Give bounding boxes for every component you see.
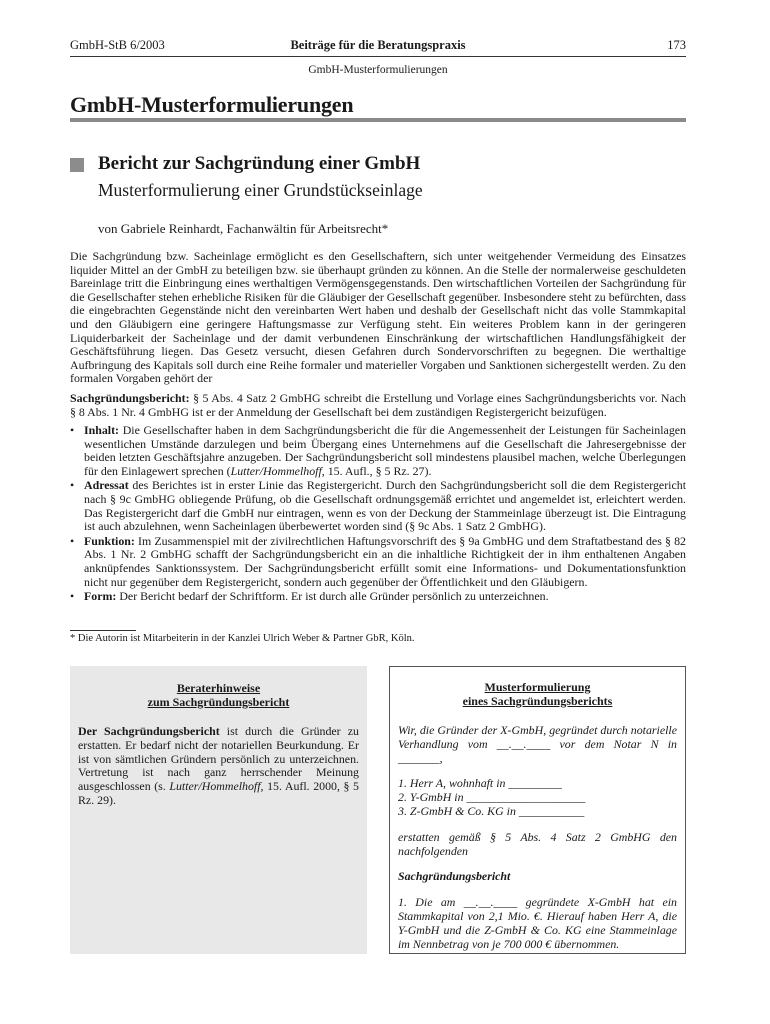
advisor-notes-title-line2: zum Sachgründungsbericht: [147, 694, 290, 709]
journal-section: Beiträge für die Beratungspraxis: [290, 38, 466, 52]
journal-issue: GmbH-StB 6/2003: [70, 38, 165, 52]
template-statement: erstatten gemäß § 5 Abs. 4 Satz 2 GmbHG den nachfolgenden: [398, 829, 677, 858]
list-item: [70, 590, 686, 604]
advisor-notes-title: [78, 682, 359, 709]
template-intro: Wir, die Gründer der X-GmbH, gegründet durch notarielle Verhandlung vom __.__.____ vor dem Notar N in _______,: [398, 723, 677, 765]
footnote-rule: [70, 630, 136, 631]
article-subtitle: Musterformulierung einer Grundstückseinlage: [98, 180, 423, 200]
intro-paragraph: [70, 250, 686, 386]
sach-label: Sachgründungsbericht:: [70, 391, 190, 405]
square-bullet-icon: [70, 158, 84, 172]
advisor-notes-lead: Der Sachgründungsbericht: [78, 724, 220, 738]
bullet-citation: Lutter/Hommelhoff: [230, 463, 322, 478]
article-title: Bericht zur Sachgründung einer GmbH: [98, 153, 421, 174]
template-box: [389, 666, 686, 954]
bullet-text-end: , 15. Aufl., § 5 Rz. 27).: [321, 463, 432, 478]
page-number: 173: [667, 38, 686, 52]
header-rule: [70, 56, 686, 57]
intro-text: Die Sachgründung bzw. Sacheinlage ermöglicht es den Gesellschaftern, sich unter weitgehender Vermeidung des Einsatzes liquider Mittel an der GmbH zu beteiligen bzw. sie überhaupt gründen zu können. An die Stelle der normalerweise geschuldeten Bareinlage tritt die Einbringung eines werthaltigen Vermögensgegenstands. Den wirtschaftlichen Vorteilen der Sachgründung für die Gesellschafter stehen erhebliche Risiken für die Gläubiger der Gesellschaft gegenüber. Insbesondere steht zu befürchten, dass die eingebrachten Gegenstände nicht den vereinbarten Wert haben und deshalb der Gesellschaft nicht das volle Stammkapital und den Gläubigern eine geringere Haftungsmasse zur Verfügung steht. Ein weiteres Problem kann in der geringeren Liquiderbarkeit der Sacheinlage und der damit verbundenen Einschränkung der wirtschaftlichen Handlungsfähigkeit der Geschäftsführung liegen. Das Gesetz versucht, diesen Gefahren durch Sondervorschriften zu begegnen. Die werthaltige Aufbringung des Kapitals soll durch eine Reihe formaler und materieller Vorgaben und Sanktionen sichergestellt werden. Zu den formalen Vorgaben gehört der: [70, 249, 686, 386]
section-rule: [70, 118, 686, 122]
list-item: 1. Herr A, wohnhaft in _________: [398, 776, 562, 791]
template-text: [398, 724, 677, 951]
template-title: [398, 681, 677, 708]
advisor-notes-body: ist durch die Gründer zu erstatten. Er bedarf nicht der notariellen Beurkundung. Er ist von sämtlichen Gründern persönlich zu unterzeichnen. Vertretung ist nach ganz herrschender Meinung ausgeschlossen (s.: [78, 724, 359, 794]
template-heading: Sachgründungsbericht: [398, 869, 511, 884]
list-item: 2. Y-GmbH in ____________________: [398, 790, 586, 805]
bullet-text: Im Zusammenspiel mit der zivilrechtlichen Haftungsvorschrift des § 9a GmbHG und dem Straftatbestand des § 82 Abs. 1 Nr. 2 GmbHG schafft der Sachgründungsbericht ein an die inhaltliche Richtigkeit der in ihm enthaltenen Angaben anknüpfendes Sanktionssystem. Der Sachgründungsbericht erfüllt somit eine Informations- und Dokumentationsfunktion nicht nur gegenüber dem Registergericht, sondern auch gegenüber der Öffentlichkeit und den Gläubigern.: [84, 533, 686, 589]
footnote: * Die Autorin ist Mitarbeiterin in der Kanzlei Ulrich Weber & Partner GbR, Köln.: [70, 633, 415, 644]
template-title-line1: Musterformulierung: [484, 680, 591, 694]
bullet-list: [70, 424, 686, 605]
template-title-line2: eines Sachgründungsberichts: [462, 693, 613, 708]
bullet-text: Die Gesellschafter haben in dem Sachgründungsbericht die für die Angemessenheit der Leistungen für Sacheinlagen wesentlichen Umstände darzulegen und beim Übergang eines Unternehmens auf die Gesellschaft die Jahresergebnisse der beiden letzten Geschäftsjahre anzugeben. Der Sachgründungsbericht soll mindestens plausibel machen, welche Überlegungen für den Einlagewert sprechen (: [84, 423, 686, 478]
page-header: [70, 38, 686, 52]
founders-list: [398, 777, 677, 818]
bullet-label: Inhalt:: [84, 423, 120, 437]
advisor-notes-box: [70, 666, 367, 954]
bullet-dot-icon: •: [70, 478, 75, 493]
list-item: [70, 535, 686, 589]
bullet-label: Funktion:: [84, 533, 135, 548]
list-item: [70, 479, 686, 533]
article-byline: von Gabriele Reinhardt, Fachanwältin für Arbeitsrecht*: [98, 221, 389, 236]
sachgruendungsbericht-paragraph: [70, 392, 686, 419]
list-item: [70, 424, 686, 478]
advisor-notes-text: [78, 725, 359, 808]
advisor-notes-citation: Lutter/Hommelhoff: [169, 779, 261, 794]
section-title: GmbH-Musterformulierungen: [70, 92, 354, 117]
bullet-text: Der Bericht bedarf der Schriftform. Er ist durch alle Gründer persönlich zu unterzeichnen.: [116, 589, 549, 604]
advisor-notes-body-end: , 15. Aufl. 2000, § 5 Rz. 29).: [78, 779, 359, 807]
bullet-text: des Berichtes ist in erster Linie das Registergericht. Durch den Sachgründungsbericht soll die dem Registergericht nach § 9c GmbHG obliegende Prüfung, ob die Gesellschaft ordnungsgemäß errichtet und angemeldet ist, erleichtert werden. Das Registergericht darf die GmbH nur eintragen, wenn es von der Deckung der Stammeinlage überzeugt ist. Die Eintragung ist auch abzulehnen, wenn Sacheinlagen überbewertet worden sind (§ 9c Abs. 1 Satz 2 GmbHG).: [84, 478, 686, 534]
template-clause-1: 1. Die am __.__.____ gegründete X-GmbH hat ein Stammkapital von 2,1 Mio. €. Hierauf haben Herr A, die Y-GmbH und die Z-GmbH & Co. KG eine Stammeinlage im Nennbetrag von je 700 000 € übernommen.: [398, 895, 677, 951]
sach-text: § 5 Abs. 4 Satz 2 GmbHG schreibt die Erstellung und Vorlage eines Sachgründungsberichts vor. Nach § 8 Abs. 1 Nr. 4 GmbHG ist er der Anmeldung der Gesellschaft bei dem zuständigen Registergericht beizufügen.: [70, 391, 686, 419]
bullet-dot-icon: •: [70, 423, 75, 437]
bullet-label: Form:: [84, 589, 117, 604]
advisor-notes-title-line1: Beraterhinweise: [176, 681, 261, 695]
list-item: 3. Z-GmbH & Co. KG in ___________: [398, 803, 585, 818]
bullet-dot-icon: •: [70, 533, 75, 548]
bullet-dot-icon: •: [70, 589, 75, 604]
header-subtitle: GmbH-Musterformulierungen: [308, 64, 448, 76]
bullet-label: Adressat: [84, 478, 129, 493]
